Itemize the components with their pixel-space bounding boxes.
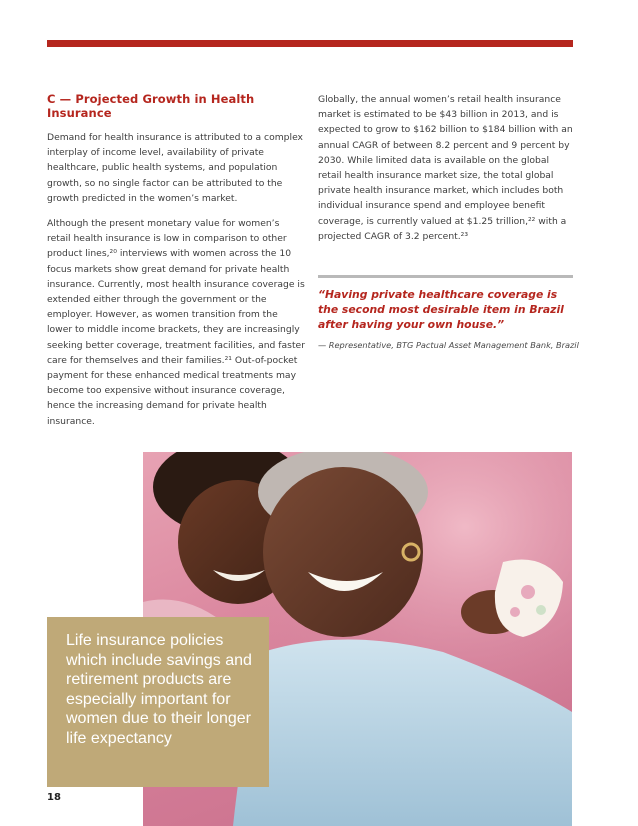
body-paragraph-1: Demand for health insurance is attributed to a complex interplay of income level, availability of private healthcare, public health systems, and population growth, so no single factor can be attributed to the growth predicted in the women’s market. [47,132,303,204]
callout-text: Life insurance policies which include savings and retirement products are especially important for women due to their longer life expectancy [66,632,252,747]
body-paragraph-3: Globally, the annual women’s retail health insurance market is estimated to be $43 billion in 2013, and is expected to grow to $162 billion to $184 billion with an annual CAGR of between 8.2 percent and 9 percent by 2030. While limited data is available on the global retail health insurance market size, the total global private health insurance market, which includes both individual insurance spend and employee benefit coverage, is currently valued at $1.25 trillion,²² with a projected CAGR of 3.2 percent.²³ [318,94,573,242]
pull-quote: “Having private healthcare coverage is the second most desirable item in Brazil after having your own house.” [318,288,564,331]
section-heading: C — Projected Growth in Health Insurance [47,92,255,120]
body-paragraph-2: Although the present monetary value for women’s retail health insurance is low in comparison to other product lines,²⁰ interviews with women across the 10 focus markets show great demand for private health insurance. Currently, most health insurance coverage is extended either through the government or the employer. However, as women transition from the lower to middle income brackets, they are increasingly seeking better coverage, treatment facilities, and faster care for themselves and their families.²¹ Out-of-pocket payment for these enhanced medical treatments may become too expensive without insurance coverage, hence the increasing demand for private health insurance. [47,218,305,427]
quote-divider [318,275,573,278]
top-red-rule [47,40,573,47]
page-number: 18 [47,792,61,803]
quote-attribution: — Representative, BTG Pactual Asset Management Bank, Brazil [318,340,579,350]
left-column [47,92,305,439]
right-column [318,92,574,254]
callout-box [47,617,269,787]
